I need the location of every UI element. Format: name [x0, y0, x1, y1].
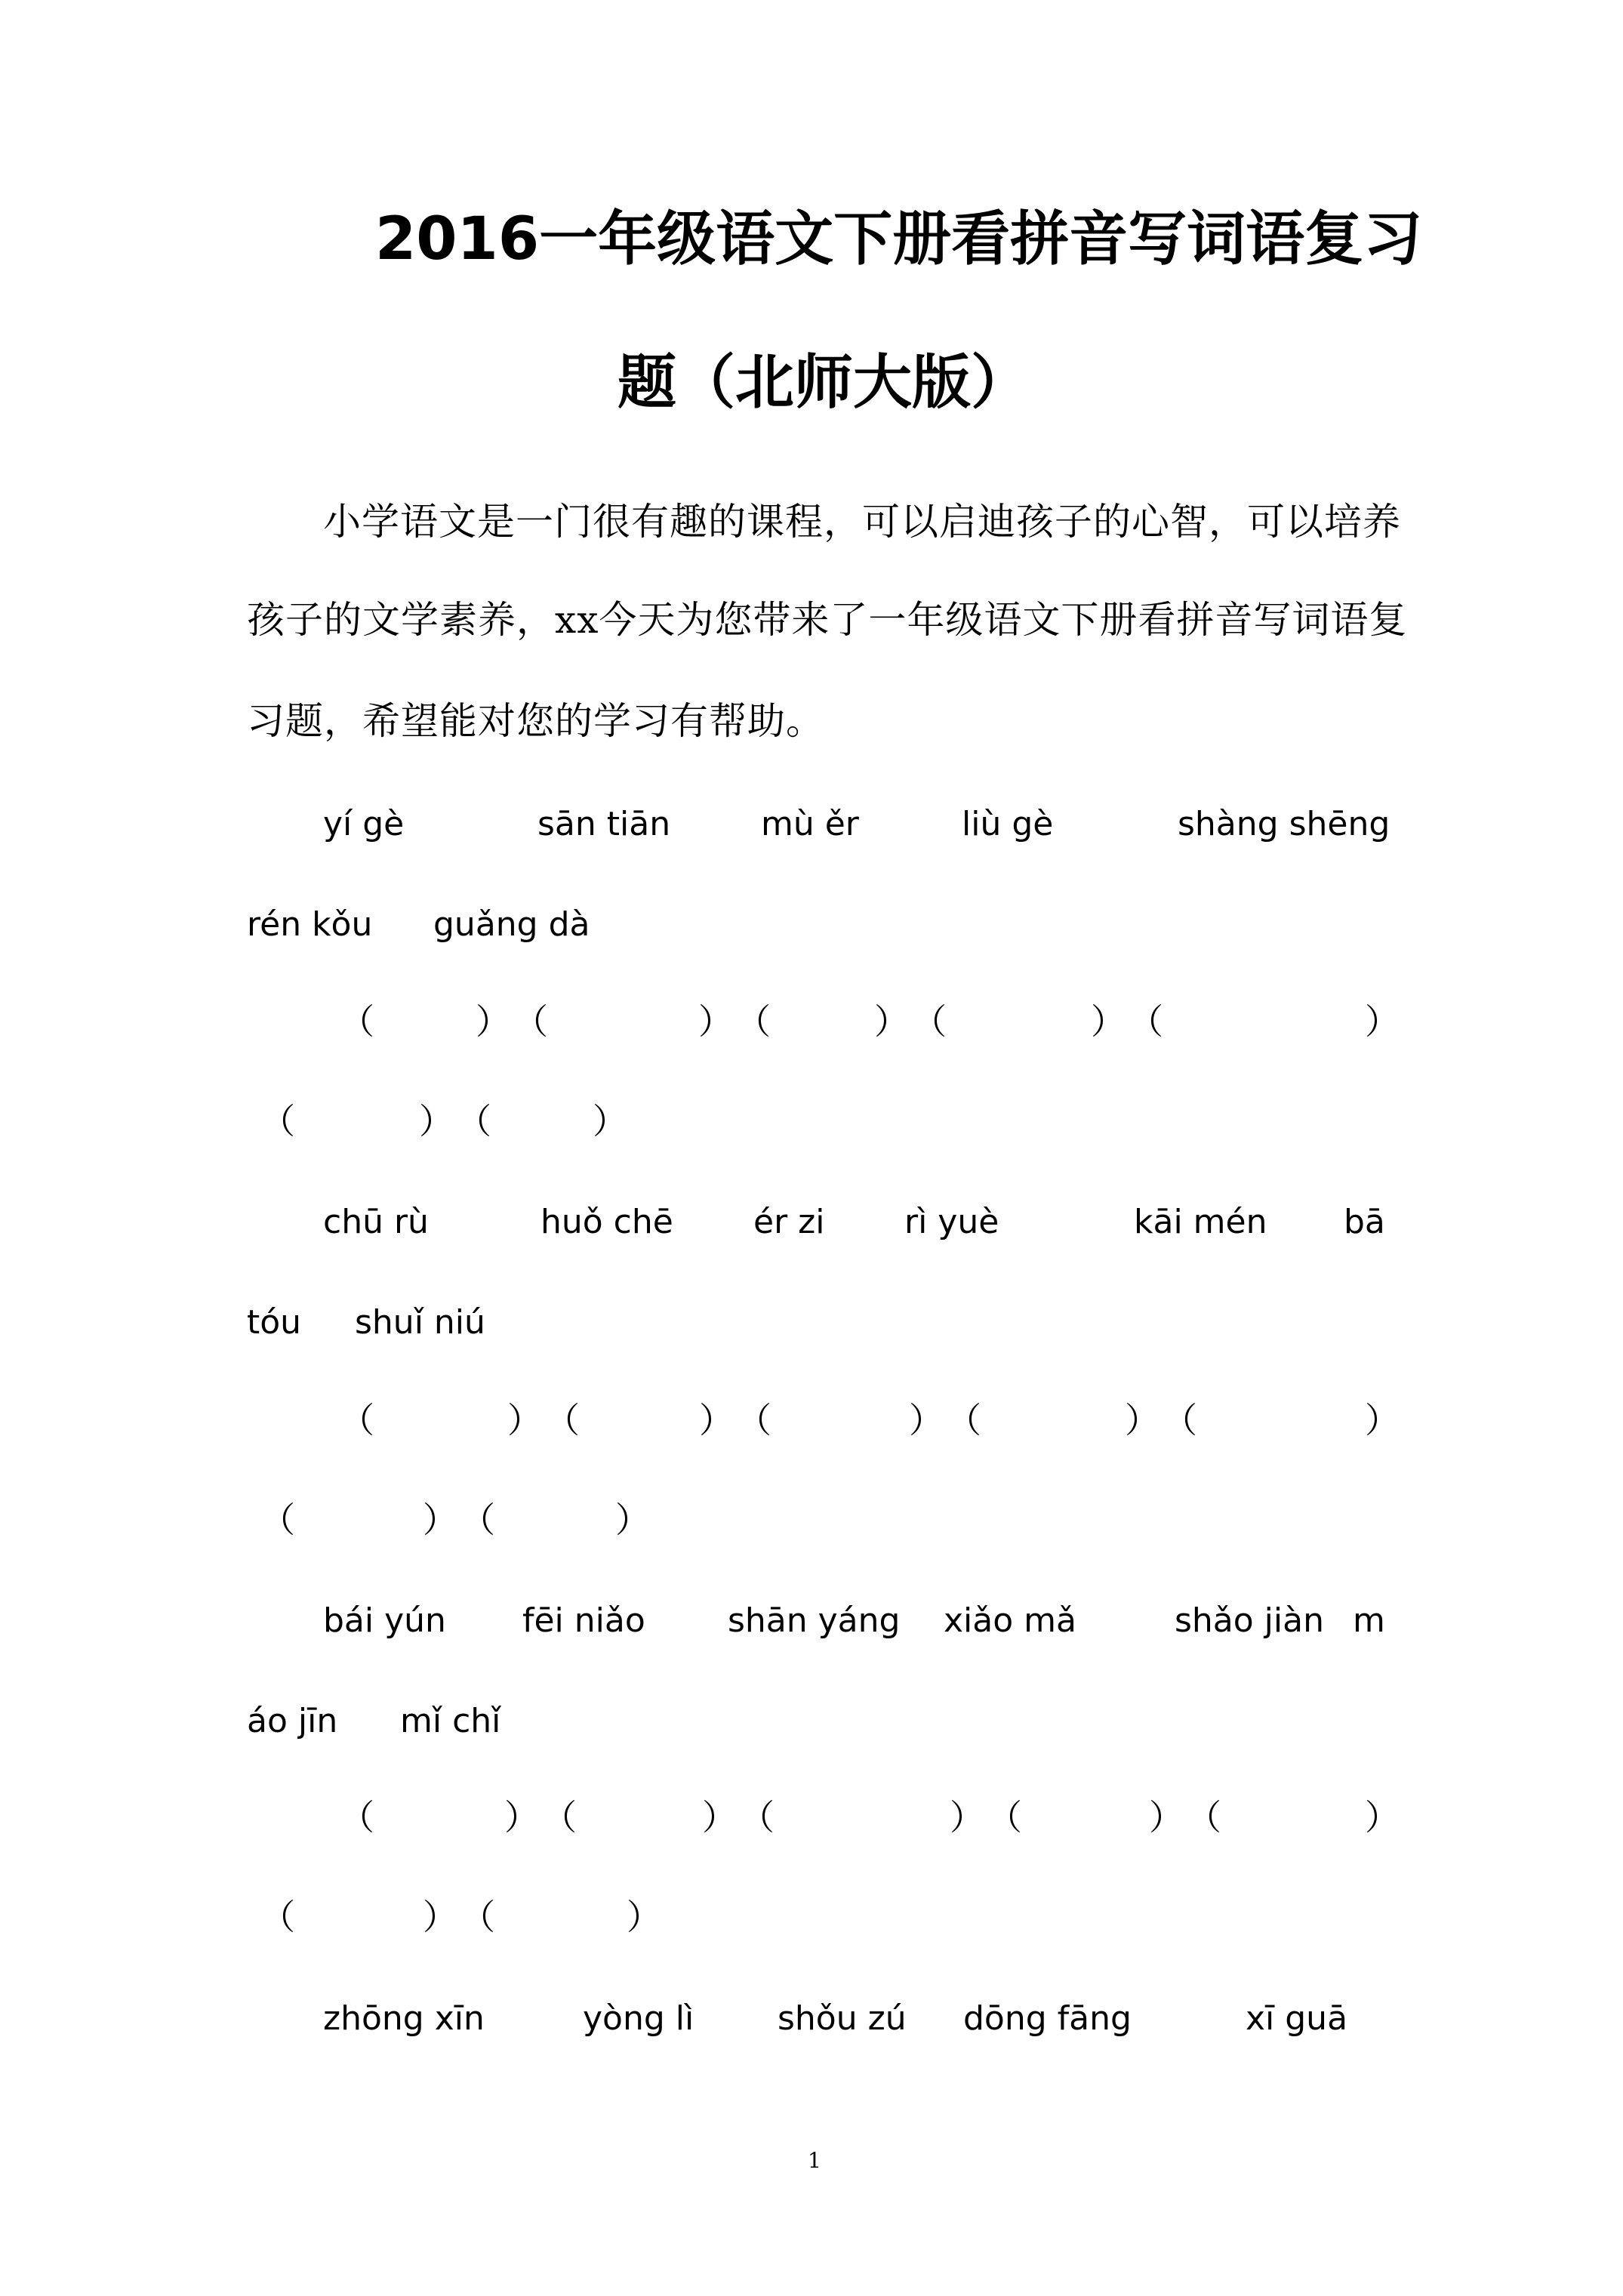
pinyin-item: shuǐ niú [355, 1303, 485, 1342]
intro-line-2: 孩子的文学素养，xx今天为您带来了一年级语文下册看拼音写词语复 [247, 598, 1408, 642]
pinyin-item: yòng lì [583, 1999, 694, 2038]
pinyin-item: yí gè [323, 805, 405, 843]
pinyin-item: áo jīn [247, 1702, 338, 1740]
pinyin-item: guǎng dà [433, 905, 590, 944]
blank-open-paren: （ [260, 1897, 295, 1937]
blank-close-paren: ） [874, 1001, 909, 1042]
blank-open-paren: （ [513, 1001, 548, 1042]
title-line-2: 题（北师大版） [617, 349, 1030, 417]
blank-close-paren: ） [419, 1101, 454, 1142]
blank-open-paren: （ [740, 1797, 775, 1838]
blank-close-paren: ） [423, 1499, 457, 1540]
blank-open-paren: （ [542, 1797, 577, 1838]
blank-close-paren: ） [1365, 1400, 1400, 1441]
blank-open-paren: （ [1163, 1400, 1197, 1441]
pinyin-item: shǒu zú [778, 1999, 907, 2038]
blank-close-paren: ） [699, 1400, 734, 1441]
blank-close-paren: ） [950, 1797, 984, 1838]
pinyin-item: shǎo jiàn [1175, 1601, 1324, 1640]
blank-open-paren: （ [460, 1499, 495, 1540]
blank-open-paren: （ [545, 1400, 580, 1441]
pinyin-item: m [1353, 1601, 1385, 1640]
blank-open-paren: （ [457, 1101, 491, 1142]
pinyin-item: huǒ chē [540, 1203, 673, 1241]
blank-open-paren: （ [260, 1101, 295, 1142]
intro-line-1: 小学语文是一门很有趣的课程，可以启迪孩子的心智，可以培养 [323, 500, 1401, 544]
pinyin-item: chū rù [323, 1203, 429, 1241]
blank-open-paren: （ [1129, 1001, 1163, 1042]
pinyin-item: mù ěr [761, 805, 859, 843]
pinyin-item: bái yún [323, 1601, 446, 1640]
pinyin-item: sān tiān [537, 805, 671, 843]
blank-close-paren: ） [1365, 1797, 1400, 1838]
pinyin-item: kāi mén [1134, 1203, 1267, 1241]
blank-close-paren: ） [1365, 1001, 1400, 1042]
pinyin-item: xī guā [1246, 1999, 1348, 2038]
blank-open-paren: （ [340, 1797, 374, 1838]
blank-close-paren: ） [698, 1001, 733, 1042]
blank-close-paren: ） [909, 1400, 944, 1441]
pinyin-item: tóu [247, 1303, 302, 1342]
blank-close-paren: ） [504, 1797, 539, 1838]
blank-close-paren: ） [423, 1897, 457, 1937]
blank-open-paren: （ [260, 1499, 295, 1540]
blank-open-paren: （ [460, 1897, 495, 1937]
blank-open-paren: （ [947, 1400, 981, 1441]
pinyin-item: shān yáng [728, 1601, 901, 1640]
intro-line-3: 习题，希望能对您的学习有帮助。 [247, 699, 824, 743]
blank-close-paren: ） [593, 1101, 627, 1142]
blank-open-paren: （ [736, 1001, 771, 1042]
blank-close-paren: ） [507, 1400, 542, 1441]
blank-close-paren: ） [476, 1001, 510, 1042]
pinyin-item: bā [1344, 1203, 1385, 1241]
pinyin-item: rì yuè [904, 1203, 999, 1241]
pinyin-item: zhōng xīn [323, 1999, 485, 2038]
blank-close-paren: ） [615, 1499, 650, 1540]
blank-close-paren: ） [627, 1897, 661, 1937]
pinyin-item: shàng shēng [1178, 805, 1390, 843]
blank-open-paren: （ [1187, 1797, 1221, 1838]
pinyin-item: xiǎo mǎ [944, 1601, 1076, 1640]
blank-close-paren: ） [1091, 1001, 1126, 1042]
blank-open-paren: （ [737, 1400, 771, 1441]
blank-open-paren: （ [340, 1400, 374, 1441]
pinyin-item: ér zi [753, 1203, 825, 1241]
blank-open-paren: （ [912, 1001, 947, 1042]
title-line-1: 2016一年级语文下册看拼音写词语复习 [375, 205, 1423, 273]
pinyin-item: mǐ chǐ [400, 1702, 501, 1740]
pinyin-item: fēi niǎo [522, 1601, 645, 1640]
blank-close-paren: ） [1149, 1797, 1184, 1838]
pinyin-item: dōng fāng [963, 1999, 1132, 2038]
blank-open-paren: （ [987, 1797, 1022, 1838]
pinyin-item: liù gè [962, 805, 1054, 843]
blank-open-paren: （ [340, 1001, 374, 1042]
page-number: 1 [808, 2148, 821, 2173]
pinyin-item: rén kǒu [247, 905, 373, 944]
blank-close-paren: ） [702, 1797, 737, 1838]
blank-close-paren: ） [1125, 1400, 1160, 1441]
